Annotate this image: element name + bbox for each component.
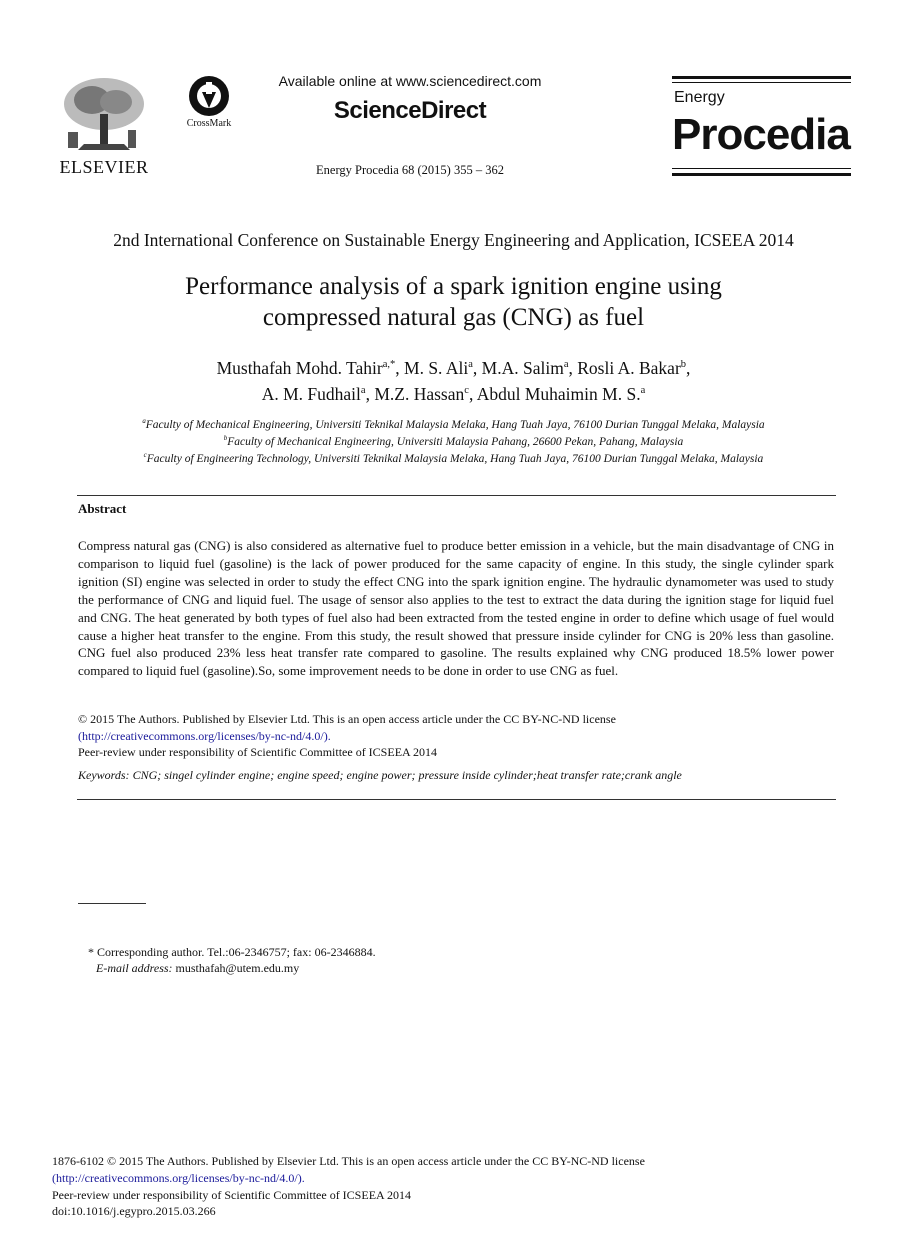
- email-footnote: [96, 961, 299, 976]
- affiliation-list: [0, 417, 907, 468]
- affiliation-item: [0, 451, 907, 468]
- author-list: [0, 355, 907, 407]
- author-line-2: [0, 381, 907, 407]
- peer-review-notice: Peer-review under responsibility of Scientific Committee of ICSEEA 2014: [78, 745, 438, 759]
- copyright-block: [78, 711, 834, 761]
- license-link[interactable]: (http://creativecommons.org/licenses/by-nc-nd/4.0/).: [78, 728, 331, 743]
- doi[interactable]: doi:10.1016/j.egypro.2015.03.266: [52, 1204, 216, 1219]
- crossmark-logo[interactable]: [180, 74, 238, 134]
- author-separator: ,: [568, 358, 578, 378]
- affiliation-sup: a: [142, 418, 146, 426]
- crossmark-icon: [180, 74, 238, 118]
- author-name: Musthafah Mohd. Tahir: [216, 358, 383, 378]
- author-name: Rosli A. Bakar: [577, 358, 681, 378]
- conference-name: 2nd International Conference on Sustainable Energy Engineering and Application, ICSEEA 2014: [113, 230, 794, 250]
- paper-title-line-2: compressed natural gas (CNG) as fuel: [262, 304, 645, 331]
- crossmark-label: CrossMark: [186, 118, 232, 129]
- keywords-label: Keywords:: [78, 768, 130, 782]
- affiliation-sup: c: [143, 452, 147, 460]
- elsevier-tree-icon: [58, 74, 150, 156]
- paper-title: [0, 271, 907, 333]
- email-address[interactable]: musthafah@utem.edu.my: [175, 961, 300, 975]
- abstract-bottom-divider: [77, 799, 836, 800]
- affiliation-sup: b: [223, 435, 228, 443]
- author-affil-sup: a: [640, 385, 646, 397]
- author-affil-sup: a: [563, 359, 569, 371]
- author-line-1: [0, 355, 907, 381]
- keywords-list: CNG; singel cylinder engine; engine speed; engine power; pressure inside cylinder;heat transfer rate;crank angle: [132, 768, 682, 782]
- author-affil-sup: a: [468, 359, 473, 371]
- footer-peer-review: Peer-review under responsibility of Scientific Committee of ICSEEA 2014: [52, 1187, 412, 1202]
- author-affil-sup: a,*: [382, 359, 396, 371]
- procedia-top-rule-2: [672, 82, 851, 83]
- affiliation-item: [0, 417, 907, 434]
- author-name: Abdul Muhaimin M. S.: [476, 384, 641, 404]
- journal-name-large: Procedia: [672, 110, 850, 159]
- email-label: E-mail address:: [96, 961, 173, 975]
- author-affil-sup: b: [680, 359, 687, 371]
- issn-copyright: 1876-6102 © 2015 The Authors. Published by Elsevier Ltd. This is an open access article under the CC BY-NC-ND license: [52, 1154, 645, 1168]
- journal-citation: Energy Procedia 68 (2015) 355 – 362: [316, 163, 504, 177]
- keywords: [78, 768, 834, 783]
- procedia-bottom-rule-1: [672, 168, 851, 169]
- elsevier-wordmark: ELSEVIER: [59, 157, 149, 177]
- abstract-top-divider: [77, 495, 836, 496]
- author-name: M.Z. Hassan: [374, 384, 465, 404]
- page-footer: [52, 1153, 852, 1220]
- author-separator: ,: [395, 358, 405, 378]
- author-separator: ,: [472, 358, 482, 378]
- author-name: A. M. Fudhail: [261, 384, 361, 404]
- affiliation-item: [0, 434, 907, 451]
- author-separator: ,: [468, 384, 477, 404]
- corresponding-author-footnote: * Corresponding author. Tel.:06-2346757; fax: 06-2346884.: [88, 945, 376, 959]
- affiliation-text: Faculty of Mechanical Engineering, Universiti Malaysia Pahang, 26600 Pekan, Pahang, Malaysia: [227, 436, 684, 448]
- procedia-top-rule-1: [672, 76, 851, 79]
- author-affil-sup: a: [360, 385, 366, 397]
- abstract-body: Compress natural gas (CNG) is also considered as alternative fuel to produce better emission in a vehicle, but the main disadvantage of CNG in comparison to liquid fuel (gasoline) is the lack of power produced for the same capacity of engine. In this study, the single cylinder spark ignition (SI) engine was selected in order to study the effect CNG into the spark ignition engine. The hydraulic dynamometer was used to study the performance of CNG and liquid fuel. The usage of sensor also applies to the test to extract the data during the ignition stage for liquid fuel and CNG. The heat generated by both types of fuel also had been extracted from the tested engine in order to define which usage of fuel would cause a higher heat transfer to the engine. From this study, the result showed that pressure inside cylinder for CNG is 20% less than gasoline. CNG fuel also produced 23% less heat transfer rate compared to gasoline. The results explained why CNG produced 18.5% lower power compared to liquid fuel (gasoline).So, some improvement needs to be done in order to use CNG as fuel.: [78, 538, 834, 679]
- sciencedirect-logo[interactable]: ScienceDirect: [333, 97, 487, 124]
- affiliation-text: Faculty of Engineering Technology, Universiti Teknikal Malaysia Melaka, Hang Tuah Jaya, 76100 Durian Tunggal Melaka, Malaysia: [146, 453, 764, 465]
- author-name: M. S. Ali: [404, 358, 469, 378]
- footer-license-link[interactable]: (http://creativecommons.org/licenses/by-nc-nd/4.0/).: [52, 1170, 305, 1185]
- elsevier-logo: [58, 74, 150, 177]
- author-separator: ,: [686, 358, 691, 378]
- abstract-heading: Abstract: [78, 501, 127, 516]
- paper-title-line-1: Performance analysis of a spark ignition engine using: [185, 273, 722, 300]
- footnote-rule: [78, 903, 146, 904]
- author-affil-sup: c: [464, 385, 469, 397]
- available-online: Available online at www.sciencedirect.com: [278, 73, 542, 89]
- affiliation-text: Faculty of Mechanical Engineering, Universiti Teknikal Malaysia Melaka, Hang Tuah Jaya, 76100 Durian Tunggal Melaka, Malaysia: [145, 419, 765, 431]
- author-name: M.A. Salim: [481, 358, 564, 378]
- author-separator: ,: [365, 384, 375, 404]
- journal-name-small: Energy: [674, 89, 725, 106]
- copyright-notice: © 2015 The Authors. Published by Elsevier Ltd. This is an open access article under the CC BY-NC-ND license: [78, 712, 616, 726]
- procedia-bottom-rule-2: [672, 173, 851, 176]
